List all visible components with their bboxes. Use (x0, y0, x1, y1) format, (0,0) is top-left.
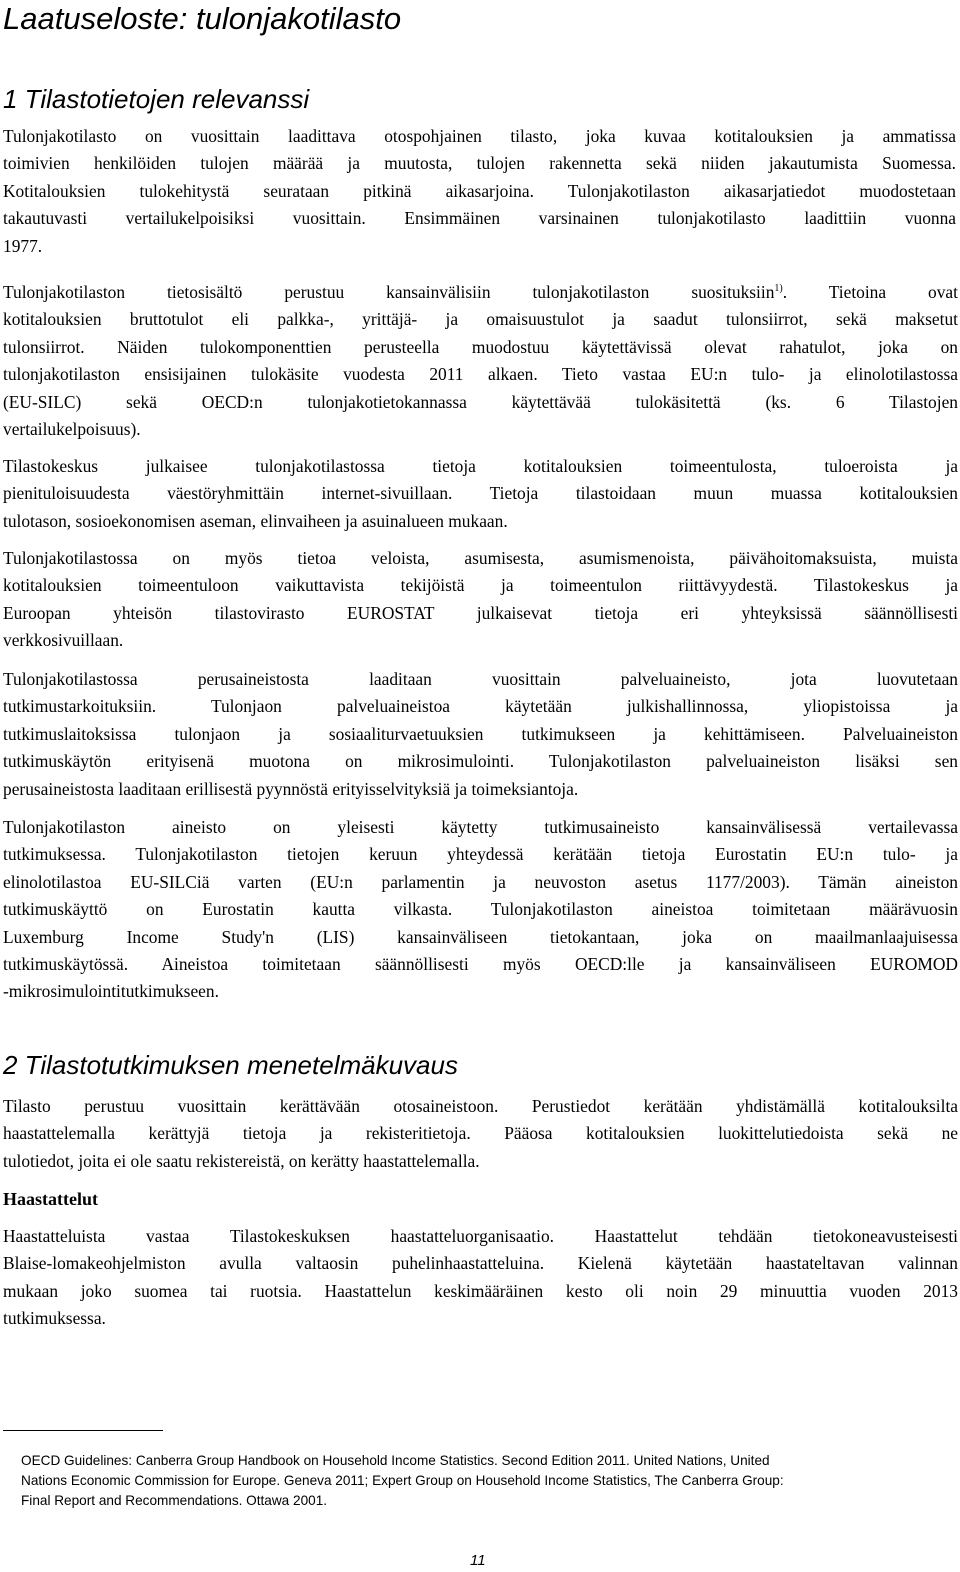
text-line (3, 279, 958, 306)
text-span: Tulonjakotilaston tietosisältö perustuu kansainvälisiin tulonjakotilaston suosituksiin (3, 282, 775, 302)
document-title: Laatuseloste: tulonjakotilasto (3, 1, 402, 36)
text-line: pienituloisuudesta väestöryhmittäin internet-sivuillaan. Tietoja tilastoidaan muun muassa kotitalouksien (3, 483, 958, 504)
text-line: Kotitalouksien tulokehitystä seurataan pitkinä aikasarjoina. Tulonjakotilaston aikasarjatiedot muodostetaan (3, 180, 956, 201)
footnote-marker (3, 1451, 21, 1471)
text-line: Tilasto perustuu vuosittain kerättävään otosaineistoon. Perustiedot kerätään yhdistämällä kotitalouksilta (3, 1096, 958, 1116)
text-line: elinolotilastoa EU-SILCiä varten (EU:n parlamentin ja neuvoston asetus 1177/2003). Tämän aineiston (3, 871, 958, 892)
section-1-paragraph-1 (3, 123, 956, 260)
text-line: tulonjakotilaston ensisijainen tulokäsite vuodesta 2011 alkaen. Tieto vastaa EU:n tulo- ja elinolotilastossa (3, 364, 958, 385)
text-line: kotitalouksien bruttotulot eli palkka-, yrittäjä- ja omaisuustulot ja saadut tulonsiirrot, sekä maksetut (3, 309, 958, 330)
footnote (3, 1451, 953, 1511)
section-2-paragraph-1 (3, 1093, 958, 1175)
section-1-heading: 1 Tilastotietojen relevanssi (3, 84, 310, 114)
text-line: tutkimustarkoituksiin. Tulonjaon palveluaineistoa käytetään julkishallinnossa, yliopistoissa ja (3, 696, 958, 717)
page-number: 11 (470, 1552, 486, 1569)
footnote-reference: 1) (774, 283, 783, 294)
text-line: tutkimuksessa. Tulonjakotilaston tietojen keruun yhteydessä kerätään tietoja Eurostatin EU:n tulo- ja (3, 844, 958, 865)
footnote-body (3, 1451, 953, 1471)
text-span: . Tietoina ovat (782, 282, 958, 302)
text-line: toimivien henkilöiden tulojen määrää ja muutosta, tulojen rakennetta sekä niiden jakautumista Suomessa. (3, 153, 956, 174)
section-1-paragraph-6 (3, 814, 958, 1006)
text-line: Tulonjakotilaston aineisto on yleisesti käytetty tutkimusaineisto kansainvälisessä vertailevassa (3, 817, 958, 837)
text-line: Tulonjakotilasto on vuosittain laadittava otospohjainen tilasto, joka kuvaa kotitalouksien ja ammatissa (3, 126, 956, 146)
text-line: Tilastokeskus julkaisee tulonjakotilastossa tietoja kotitalouksien toimeentulosta, tuloeroista ja (3, 456, 958, 476)
text-line: haastattelemalla kerättyjä tietoja ja rekisteritietoja. Pääosa kotitalouksien luokittelutiedoista sekä ne (3, 1123, 958, 1144)
section-1-paragraph-3 (3, 453, 958, 535)
section-1-paragraph-4 (3, 545, 958, 655)
section-1-paragraph-5 (3, 666, 958, 803)
text-line: tulotason, sosioekonomisen aseman, elinvaiheen ja asuinalueen mukaan. (3, 510, 508, 531)
section-1-paragraph-2 (3, 279, 958, 443)
footnote-text-line: Final Report and Recommendations. Ottawa 2001. (21, 1493, 328, 1508)
footnote-separator (3, 1430, 163, 1431)
footnote-text-line: OECD Guidelines: Canberra Group Handbook on Household Income Statistics. Second Edition 2011. United Nations, United (21, 1453, 770, 1468)
text-line: Tulonjakotilastossa on myös tietoa veloista, asumisesta, asumismenoista, päivähoitomaksuista, muista (3, 548, 958, 568)
text-line: -mikrosimulointitutkimukseen. (3, 981, 219, 1002)
subheading-haastattelut: Haastattelut (3, 1189, 98, 1209)
text-line: Euroopan yhteisön tilastovirasto EUROSTAT julkaisevat tietoja eri yhteyksissä säännöllisesti (3, 602, 958, 623)
footnote-text-line: Nations Economic Commission for Europe. Geneva 2011; Expert Group on Household Income Statistics, The Canberra Group: (21, 1473, 784, 1488)
text-line: tutkimuskäyttö on Eurostatin kautta vilkasta. Tulonjakotilaston aineistoa toimitetaan määrävuosin (3, 899, 958, 920)
text-line: tulotiedot, joita ei ole saatu rekistereistä, on kerätty haastattelemalla. (3, 1150, 480, 1171)
text-line: mukaan joko suomea tai ruotsia. Haastattelun keskimääräinen kesto oli noin 29 minuuttia vuoden 2013 (3, 1280, 958, 1301)
text-line: tutkimuskäytön erityisenä muotona on mikrosimulointi. Tulonjakotilaston palveluaineiston lisäksi sen (3, 751, 958, 772)
text-line: kotitalouksien toimeentuloon vaikuttavista tekijöistä ja toimeentulon riittävyydestä. Tilastokeskus ja (3, 575, 958, 596)
text-line: (EU-SILC) sekä OECD:n tulonjakotietokannassa käytettävää tulokäsitettä (ks. 6 Tilastojen (3, 391, 958, 412)
text-line: Tulonjakotilastossa perusaineistosta laaditaan vuosittain palveluaineisto, jota luovutetaan (3, 669, 958, 689)
text-line: takautuvasti vertailukelpoisiksi vuosittain. Ensimmäinen varsinainen tulonjakotilasto laadittiin vuonna (3, 208, 956, 229)
text-line: Luxemburg Income Study'n (LIS) kansainväliseen tietokantaan, joka on maailmanlaajuisessa (3, 926, 958, 947)
text-line: Blaise-lomakeohjelmiston avulla valtaosin puhelinhaastatteluina. Kielenä käytetään haastateltavan valinnan (3, 1253, 958, 1274)
text-line: vertailukelpoisuus). (3, 419, 141, 440)
text-line: 1977. (3, 235, 43, 256)
text-line: verkkosivuillaan. (3, 630, 124, 651)
text-line: Haastatteluista vastaa Tilastokeskuksen haastatteluorganisaatio. Haastattelut tehdään tietokoneavusteisesti (3, 1226, 958, 1246)
text-line: tutkimuksessa. (3, 1308, 106, 1329)
section-2-paragraph-2 (3, 1223, 958, 1333)
text-line: tutkimuskäytössä. Aineistoa toimitetaan säännöllisesti myös OECD:lle ja kansainväliseen EUROMOD (3, 954, 958, 975)
text-line: tulonsiirrot. Näiden tulokomponenttien perusteella muodostuu käytettävissä olevat rahatulot, joka on (3, 336, 958, 357)
section-2-heading: 2 Tilastotutkimuksen menetelmäkuvaus (3, 1050, 458, 1080)
text-line: perusaineistosta laaditaan erillisestä pyynnöstä erityisselvityksiä ja toimeksiantoja. (3, 778, 579, 799)
text-line: tutkimuslaitoksissa tulonjaon ja sosiaaliturvaetuuksien tutkimukseen ja kehittämiseen. Palveluaineiston (3, 723, 958, 744)
